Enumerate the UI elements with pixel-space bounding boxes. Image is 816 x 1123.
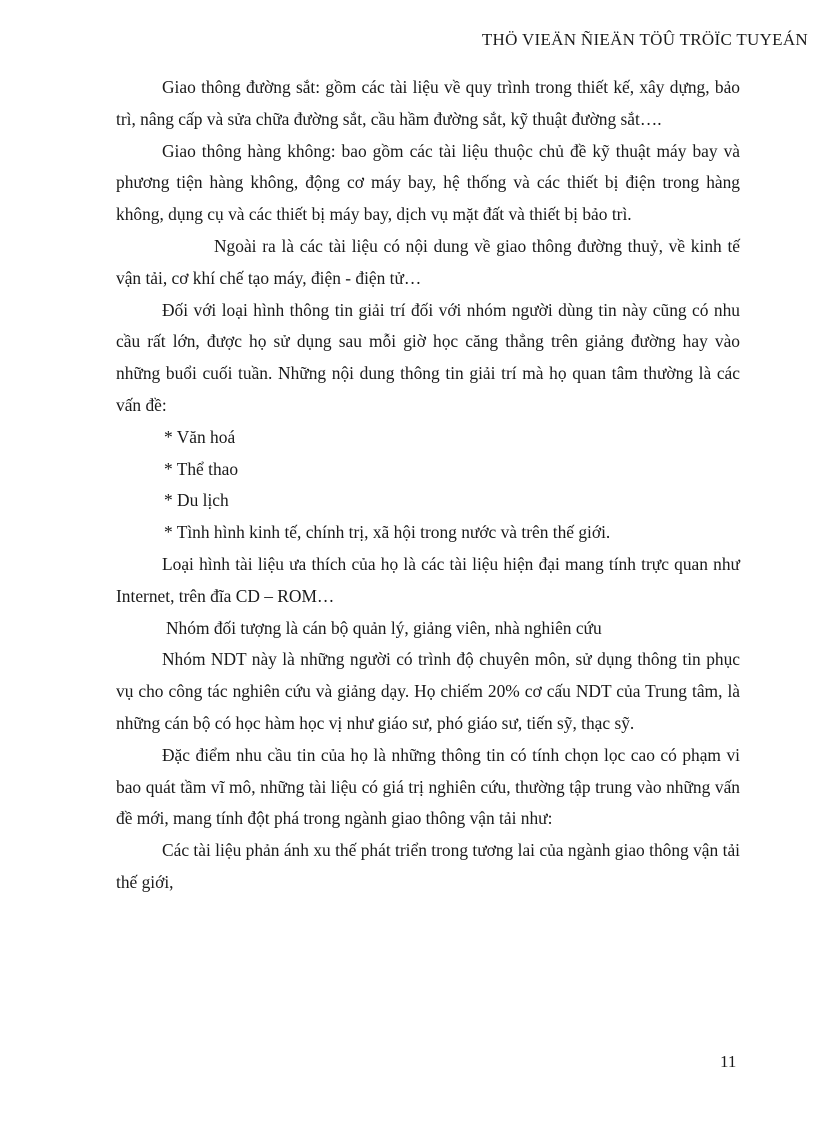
paragraph-staff-group: Nhóm NDT này là những người có trình độ chuyên môn, sử dụng thông tin phục vụ cho công tác nghiên cứu và giảng dạy. Họ chiếm 20% cơ cấu NDT của Trung tâm, là những cán bộ có học hàm học vị như giáo sư, phó giáo sư, tiến sỹ, thạc sỹ. bbox=[116, 649, 740, 733]
list-item-world-situation: * Tình hình kinh tế, chính trị, xã hội trong nước và trên thế giới. bbox=[164, 522, 611, 543]
section-heading: Nhóm đối tượng là cán bộ quản lý, giảng viên, nhà nghiên cứu bbox=[166, 617, 602, 638]
list-item-travel: * Du lịch bbox=[164, 490, 229, 511]
running-header: THÖ VIEÄN ÑIEÄN TÖÛ TRÖÏC TUYEÁN bbox=[481, 30, 808, 49]
list-item-culture: * Văn hoá bbox=[164, 426, 236, 447]
page-number: 11 bbox=[720, 1052, 737, 1071]
paragraph-air-transport: Giao thông hàng không: bao gồm các tài liệu thuộc chủ đề kỹ thuật máy bay và phương tiện hàng không, động cơ máy bay, hệ thống và các thiết bị điện trong hàng không, dụng cụ và các thiết bị máy bay, dịch vụ mặt đất và thiết bị bảo trì. bbox=[116, 140, 740, 225]
document-body bbox=[116, 72, 740, 899]
paragraph-other-documents: Ngoài ra là các tài liệu có nội dung về giao thông đường thuỷ, về kinh tế vận tải, cơ khí chế tạo máy, điện - điện tử… bbox=[116, 235, 740, 288]
paragraph-information-needs: Đặc điểm nhu cầu tin của họ là những thông tin có tính chọn lọc cao có phạm vi bao quát tầm vĩ mô, những tài liệu có giá trị nghiên cứu, thường tập trung vào những vấn đề mới, mang tính đột phá trong ngành giao thông vận tải như: bbox=[116, 744, 740, 829]
paragraph-preferred-documents: Loại hình tài liệu ưa thích của họ là các tài liệu hiện đại mang tính trực quan như Internet, trên đĩa CD – ROM… bbox=[116, 553, 740, 606]
paragraph-entertainment-info: Đối với loại hình thông tin giải trí đối với nhóm người dùng tin này cũng có nhu cầu rất lớn, được họ sử dụng sau mỗi giờ học căng thẳng trên giảng đường hay vào những buổi cuối tuần. Những nội dung thông tin giải trí mà họ quan tâm thường là các vấn đề: bbox=[116, 299, 740, 415]
paragraph-rail-transport: Giao thông đường sắt: gồm các tài liệu về quy trình trong thiết kế, xây dựng, bảo trì, nâng cấp và sửa chữa đường sắt, cầu hầm đường sắt, kỹ thuật đường sắt…. bbox=[116, 77, 740, 129]
list-item-sports: * Thể thao bbox=[164, 458, 239, 479]
paragraph-development-trends: Các tài liệu phản ánh xu thế phát triển trong tương lai của ngành giao thông vận tải thế giới, bbox=[116, 840, 740, 892]
